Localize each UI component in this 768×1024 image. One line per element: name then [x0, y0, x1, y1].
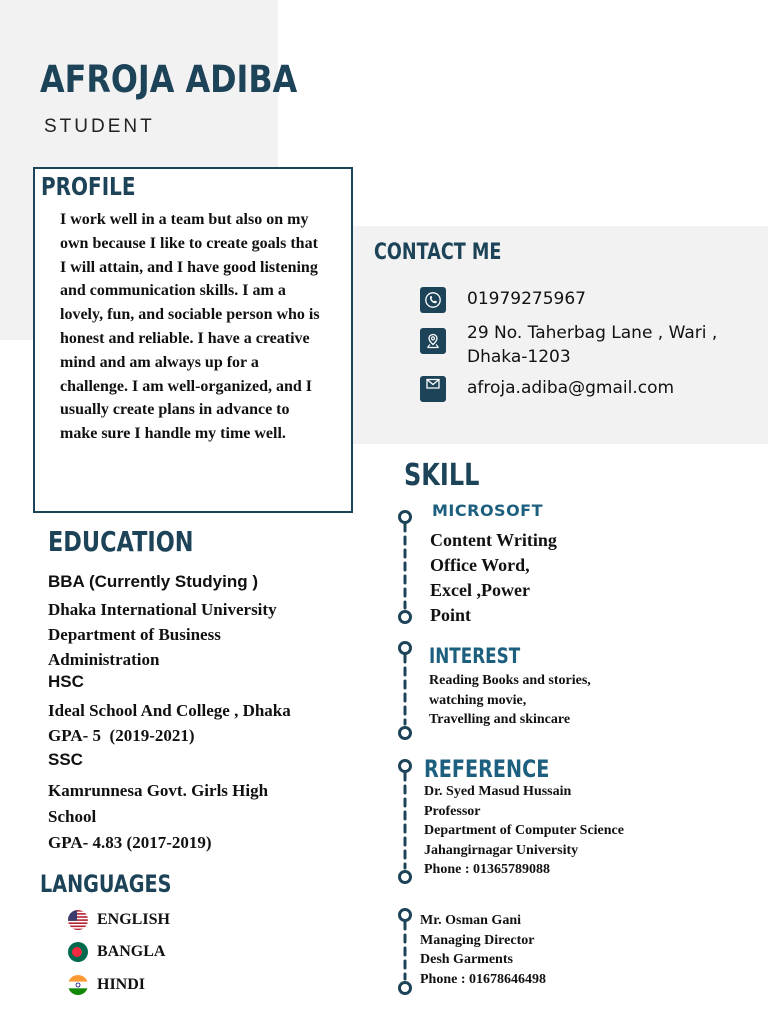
reference-organization: Desh Garments: [420, 952, 513, 967]
contact-address: 29 No. Taherbag Lane , Wari , Dhaka-1203: [467, 323, 718, 367]
timeline-node-icon: [400, 872, 411, 883]
reference-organization: Jahangirnagar University: [424, 842, 579, 858]
timeline-pin-icon: [400, 643, 411, 654]
bba-status: (Currently Studying ): [88, 572, 258, 591]
candidate-name: AFROJA ADIBA: [40, 58, 298, 101]
reference-1: [424, 782, 624, 880]
interest-heading: INTEREST: [429, 644, 521, 668]
bba-department-line1: Department of Business: [48, 625, 221, 644]
contact-phone: 01979275967: [467, 289, 586, 309]
timeline-node-icon: [400, 983, 411, 994]
skill-heading: SKILL: [404, 458, 480, 493]
languages-heading: LANGUAGES: [40, 870, 172, 898]
hsc-degree: HSC: [48, 672, 84, 691]
reference-name: Mr. Osman Gani: [420, 913, 521, 928]
language-label: ENGLISH: [97, 911, 170, 928]
skill-list: [430, 528, 610, 628]
timeline-node-icon: [400, 612, 411, 623]
reference-heading: REFERENCE: [424, 755, 550, 783]
reference-title: Managing Director: [420, 932, 535, 948]
microsoft-heading: MICROSOFT: [432, 501, 544, 520]
ssc-degree: SSC: [48, 750, 83, 769]
language-label: BANGLA: [97, 943, 166, 960]
timeline-pin-icon: [400, 761, 411, 772]
interest-item: Travelling and skincare: [429, 712, 571, 727]
profile-heading: PROFILE: [41, 172, 136, 201]
skill-item: Office Word,: [430, 555, 530, 575]
ssc-institution-line1: Kamrunnesa Govt. Girls High: [48, 781, 269, 800]
contact-email: afroja.adiba@gmail.com: [467, 378, 675, 398]
language-label: HINDI: [97, 976, 146, 993]
contact-heading: CONTACT ME: [374, 240, 502, 265]
timeline-pin-icon: [400, 910, 411, 921]
skill-item: Content Writing: [430, 530, 557, 550]
hsc-institution: Ideal School And College , Dhaka: [48, 701, 291, 720]
reference-phone: Phone : 01678646498: [420, 971, 546, 987]
bba-department-line2: Administration: [48, 650, 160, 669]
education-heading: EDUCATION: [48, 525, 194, 558]
interest-item: watching movie,: [429, 692, 527, 708]
timeline-pin-icon: [400, 512, 411, 523]
reference-name: Dr. Syed Masud Hussain: [424, 784, 572, 799]
bba-degree-label: BBA: [48, 572, 85, 591]
reference-2: [420, 911, 546, 989]
interest-item: Reading Books and stories,: [429, 673, 591, 688]
hsc-gpa: GPA- 5 (2019-2021): [48, 726, 195, 745]
ssc-gpa: GPA- 4.83 (2017-2019): [48, 833, 212, 852]
skill-item: Excel ,Power: [430, 580, 530, 600]
reference-title: Professor: [424, 803, 481, 819]
interest-list: [429, 671, 591, 730]
reference-department: Department of Computer Science: [424, 823, 624, 838]
ssc-institution-line2: School: [48, 807, 97, 826]
reference-phone: Phone : 01365789088: [424, 862, 550, 877]
skill-item: Point: [430, 605, 472, 625]
bba-institution: Dhaka International University: [48, 600, 277, 619]
candidate-role: STUDENT: [44, 116, 155, 137]
profile-text: I work well in a team but also on my own because I like to create goals that I will attain, and I have good listening and communication skills. I am a lovely, fun, and sociable person who is honest and reliable. I have a creative mind and am always up for a challenge. I am well-organized, and I usually create plans in advance to make sure I handle my time well.: [60, 211, 320, 443]
timeline-node-icon: [400, 728, 411, 739]
